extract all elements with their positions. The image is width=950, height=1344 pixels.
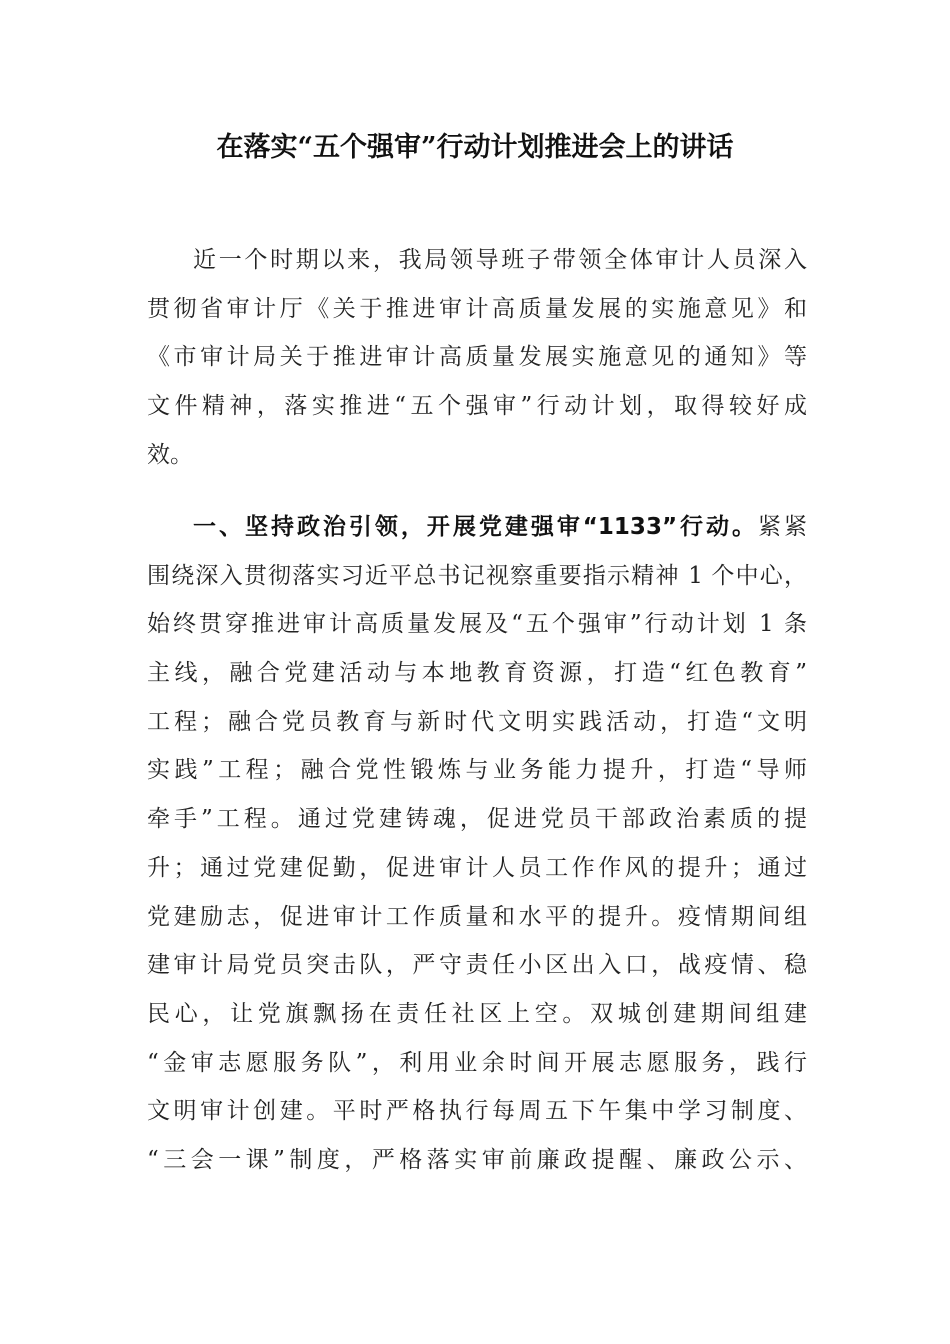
section-heading: 一、坚持政治引领，开展党建强审“1133”行动。 — [193, 514, 759, 540]
text-line: 贯彻省审计厅《关于推进审计高质量发展的实施意见》和 — [147, 295, 807, 322]
text-line: 始终贯穿推进审计高质量发展及“五个强审”行动计划 1 条 — [147, 611, 807, 638]
text-line: 党建励志，促进审计工作质量和水平的提升。疫情期间组 — [147, 903, 807, 930]
document-title: 在落实“五个强审”行动计划推进会上的讲话 — [216, 132, 734, 163]
text-line: 《市审计局关于推进审计高质量发展实施意见的通知》等 — [147, 344, 807, 371]
text-line: 主线，融合党建活动与本地教育资源，打造“红色教育” — [147, 660, 807, 687]
text-line: 牵手”工程。通过党建铸魂，促进党员干部政治素质的提 — [147, 806, 807, 833]
text-line: 围绕深入贯彻落实习近平总书记视察重要指示精神 1 个中心， — [147, 562, 807, 589]
section-1-paragraph — [147, 503, 807, 1185]
text-line: “金审志愿服务队”，利用业余时间开展志愿服务，践行 — [147, 1049, 807, 1076]
text-line: 效。 — [147, 441, 193, 468]
text-line: 建审计局党员突击队，严守责任小区出入口，战疫情、稳 — [147, 952, 807, 979]
intro-paragraph — [147, 236, 807, 479]
section-heading-line — [147, 503, 807, 552]
text-line: 民心，让党旗飘扬在责任社区上空。双城创建期间组建 — [147, 1000, 807, 1027]
text-line: 近一个时期以来，我局领导班子带领全体审计人员深入 — [193, 247, 807, 273]
section-heading-continuation: 紧紧 — [758, 514, 808, 540]
text-line: “三会一课”制度，严格落实审前廉政提醒、廉政公示、 — [147, 1146, 807, 1173]
text-line: 升；通过党建促勤，促进审计人员工作作风的提升；通过 — [147, 854, 807, 881]
text-line: 文件精神，落实推进“五个强审”行动计划，取得较好成 — [147, 393, 807, 420]
text-line: 工程；融合党员教育与新时代文明实践活动，打造“文明 — [147, 708, 807, 735]
text-line: 实践”工程；融合党性锻炼与业务能力提升，打造“导师 — [147, 757, 807, 784]
text-line: 文明审计创建。平时严格执行每周五下午集中学习制度、 — [147, 1098, 807, 1125]
